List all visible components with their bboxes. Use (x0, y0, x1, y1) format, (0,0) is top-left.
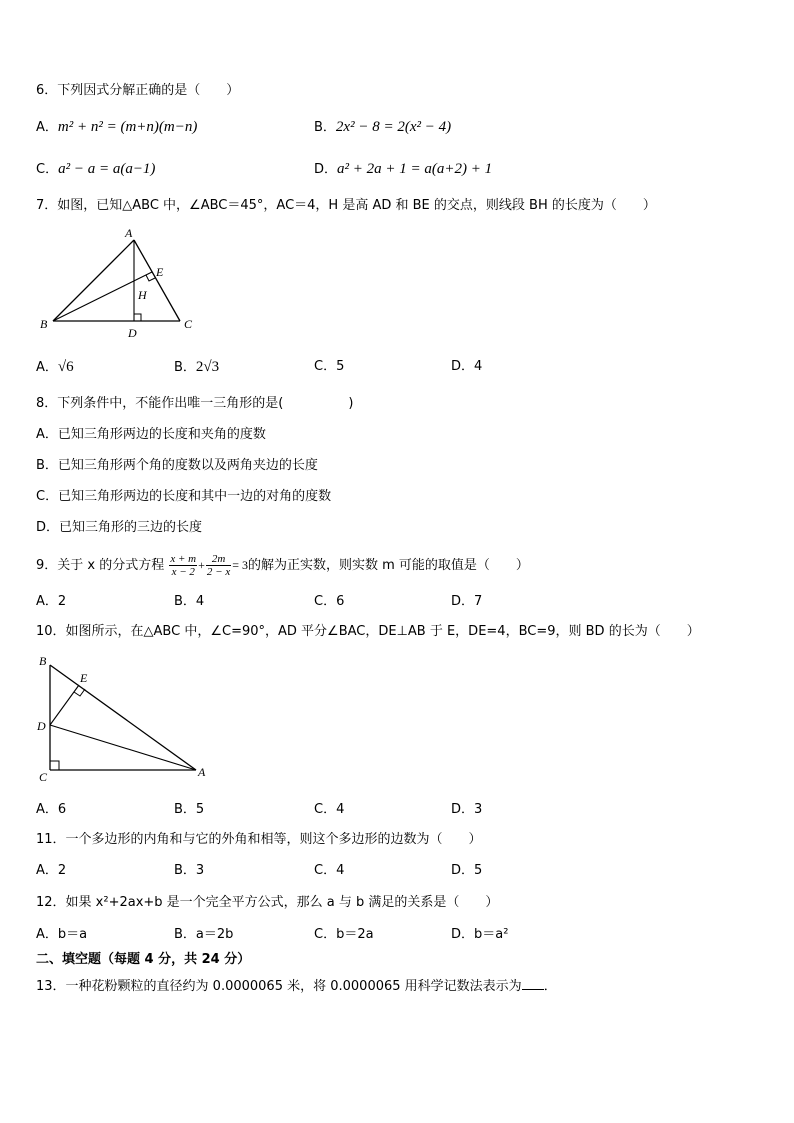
q10-option-a: A．6 (36, 802, 67, 817)
q7-option-a: A．√6 (36, 359, 74, 375)
answer-blank (522, 977, 544, 990)
q9-option-a: A．2 (36, 594, 67, 609)
q8-stem: 8．下列条件中，不能作出唯一三角形的是( ) (36, 396, 354, 411)
q11-option-c: C．4 (314, 863, 345, 878)
q10-option-b: B．5 (174, 802, 205, 817)
label-c: C (184, 317, 193, 331)
q11-option-b: B．3 (174, 863, 205, 878)
q11-option-d: D．5 (451, 863, 483, 878)
label-a: A (198, 765, 206, 779)
q7-option-b: B．2√3 (174, 359, 220, 375)
label-e: E (80, 671, 88, 685)
label-e: E (156, 265, 164, 279)
q11-stem: 11．一个多边形的内角和与它的外角和相等，则这个多边形的边数为（ ） (36, 832, 482, 847)
segment-ab (53, 240, 134, 321)
q9-fraction-1: $\frac{x + m}{x - 2}$ (170, 553, 197, 578)
q10-stem: 10．如图所示，在△ABC 中，∠C=90°，AD 平分∠BAC，DE⊥AB 于 E，DE=4，BC=9，则 BD 的长为（ ） (36, 624, 700, 639)
q9-option-b: B．4 (174, 594, 205, 609)
q12-option-a: A．b＝a (36, 927, 88, 942)
q9-stem: 9．关于 x 的分式方程 $\frac{x + m}{x - 2}$ + $\frac{2m}{2 - x}$ = 3的解为正实数，则实数 m 可能的取值是（ ） (36, 553, 529, 578)
perpendicular-de (50, 685, 79, 725)
q9-option-d: D．7 (451, 594, 483, 609)
q13-stem: 13．一种花粉颗粒的直径约为 0.0000065 米，将 0.0000065 用科学记数法表示为 ． (36, 979, 557, 994)
q6-option-d: D．a² + 2a + 1 = a(a+2) + 1 (314, 161, 493, 177)
label-d: D (37, 719, 46, 733)
q7-triangle-figure (34, 226, 204, 344)
q7-stem: 7．如图，已知△ABC 中，∠ABC＝45°，AC＝4，H 是高 AD 和 BE 的交点，则线段 BH 的长度为（ ） (36, 198, 656, 213)
q12-stem: 12．如果 x²+2ax+b 是一个完全平方公式，那么 a 与 b 满足的关系是（ ） (36, 895, 499, 910)
q8-option-d: D．已知三角形的三边的长度 (36, 520, 203, 535)
label-c: C (39, 770, 48, 784)
q10-option-c: C．4 (314, 802, 345, 817)
bisector-ad (50, 725, 196, 770)
label-a: A (125, 226, 133, 240)
q12-option-c: C．b＝2a (314, 927, 374, 942)
segment-ab (50, 665, 196, 770)
q7-option-d: D．4 (451, 359, 483, 374)
q11-option-a: A．2 (36, 863, 67, 878)
q8-option-b: B．已知三角形两个角的度数以及两角夹边的长度 (36, 458, 318, 473)
label-h: H (138, 288, 147, 302)
segment-ac (134, 240, 180, 321)
label-b: B (40, 317, 48, 331)
q8-option-a: A．已知三角形两边的长度和夹角的度数 (36, 427, 266, 442)
q7-option-c: C．5 (314, 359, 345, 374)
label-d: D (128, 326, 137, 340)
q10-option-d: D．3 (451, 802, 483, 817)
label-b: B (39, 654, 47, 668)
q6-option-c: C．a² − a = a(a−1) (36, 161, 156, 177)
q9-fraction-2: $\frac{2m}{2 - x}$ (206, 553, 231, 578)
q9-option-c: C．6 (314, 594, 345, 609)
section-2-title: 二、填空题（每题 4 分，共 24 分） (36, 952, 251, 967)
right-angle-mark-c (50, 761, 59, 770)
q12-option-d: D．b＝a² (451, 927, 509, 942)
q12-option-b: B．a＝2b (174, 927, 234, 942)
q8-option-c: C．已知三角形两边的长度和其中一边的对角的度数 (36, 489, 332, 504)
right-angle-mark-d (134, 314, 141, 321)
q6-option-a: A．m² + n² = (m+n)(m−n) (36, 119, 198, 135)
q6-stem: 6．下列因式分解正确的是（ ） (36, 83, 240, 98)
q10-triangle-figure (34, 652, 214, 784)
q6-option-b: B．2x² − 8 = 2(x² − 4) (314, 119, 452, 135)
